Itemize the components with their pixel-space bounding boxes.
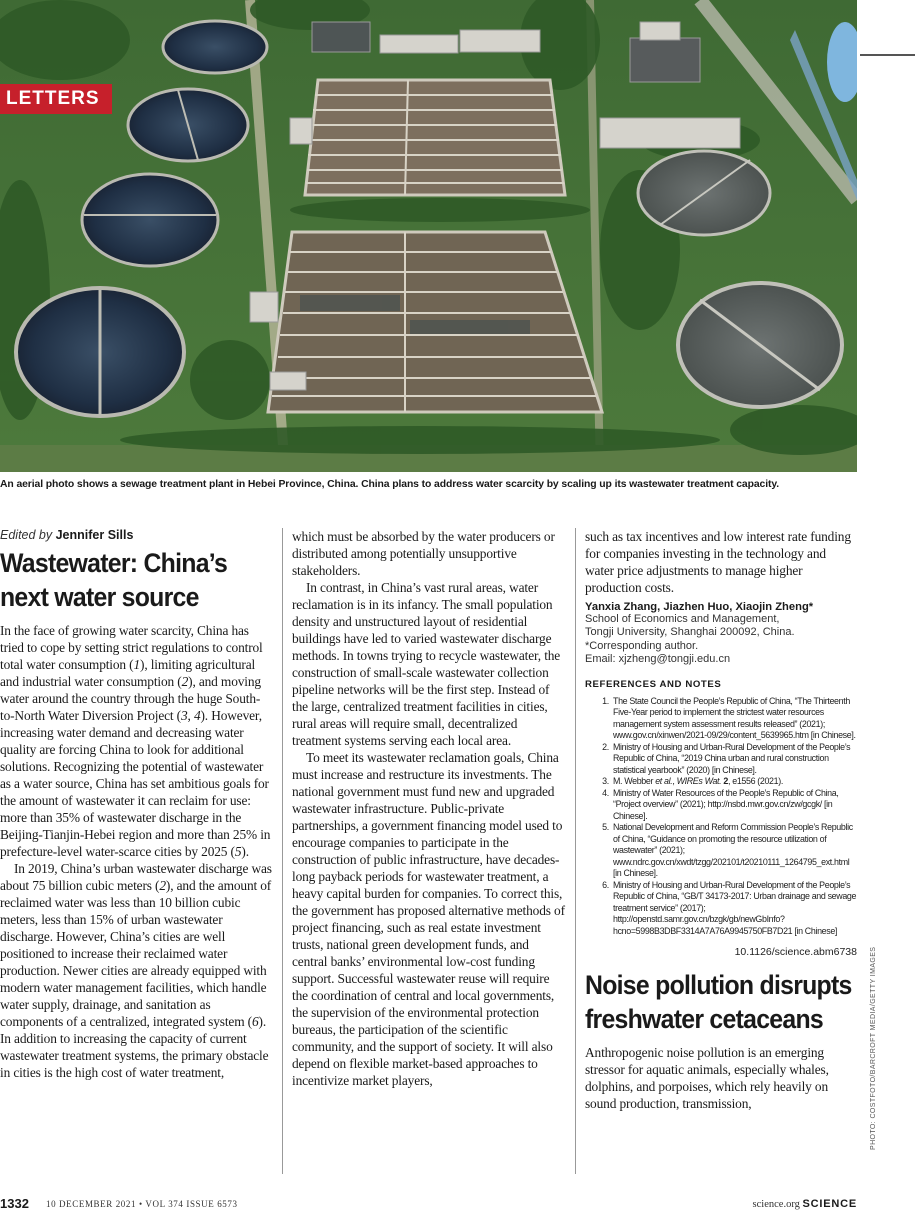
affiliation-line: School of Economics and Management, [585, 613, 780, 625]
letter1-paragraph-1: In the face of growing water scarcity, China has tried to cope by setting strict regulations to control total water consumption (1), limiting agricultural and industrial water consumption (2), and moving water around the country through the huge South-to-North Water Diversion Project (3, 4). However, increasing water demand and decreasing water quality are forcing China to look for additional solutions. Recognizing the potential of wastewater as a water source, China has set ambitious goals for the amount of wastewater it can reclaim for use: more than 35% of wastewater discharge in the Beijing-Tianjin-Hebei region and more than 25% in prefecture-level water-scarce cities by 2025 (5). [0, 623, 271, 859]
journal-site [753, 1198, 857, 1210]
letter1-authors: Yanxia Zhang, Jiazhen Huo, Xiaojin Zheng* [585, 601, 814, 613]
journal-name: SCIENCE [802, 1198, 857, 1210]
letter1-body-part2 [292, 528, 567, 1089]
letter1-paragraph-4-end: such as tax incentives and low interest rate funding for companies investing in the technology and water price adjustments to manage higher production costs. [585, 529, 851, 595]
letter1-headline: Wastewater: China’s next water source [0, 548, 228, 612]
letter1-body-part3 [585, 528, 857, 596]
reference-item: 5. National Development and Reform Commission People’s Republic of China, “Guidance on promoting the resource utilization of wastewater” (2021); www.ndrc.gov.cn/xwdt/tzgg/202101/t20210111_1264795_ext.html [in Chinese]. [611, 822, 857, 880]
letter2-paragraph-1: Anthropogenic noise pollution is an emerging stressor for aquatic animals, especially whales, dolphins, and porpoises, which rely heavily on sound production, transmission, [585, 1045, 829, 1112]
reference-item: 3. M. Webber et al., WIREs Wat. 2, e1556 (2021). [611, 776, 857, 788]
letter2-body [585, 1044, 857, 1112]
section-label: LETTERS [0, 84, 112, 114]
editor-line [0, 528, 272, 542]
column-1 [0, 528, 272, 1081]
letter1-paragraph-4-start: To meet its wastewater reclamation goals, China must increase and restructure its investments. The national government must fund new and upgraded wastewater infrastructure. Public-private partnerships, a government financing model used to encourage companies to participate in the construction of public infrastructure, have decades-long payback periods for wastewater treatment, a heavy capital burden for companies. To correct this, the government has proposed alternative methods of project financing, such as real estate investment trusts, national green development funds, and central banks’ environmental low-cost funding support. Successful wastewater reuse will require the coordination of central and local governments, the supervision of the environmental protection bureaus, the participation of the scientific community, and the support of society. It will also depend on flexible market-based approaches to incentivize market players, [292, 750, 565, 1088]
column-2 [292, 528, 567, 1089]
letter1-affiliation [585, 613, 857, 667]
photo-credit-text: PHOTO: COSTFOTO/BARCROFT MEDIA/GETTY IMAGES [870, 946, 877, 1150]
references-list [585, 696, 857, 938]
letter1-paragraph-3: In contrast, in China’s vast rural areas, water reclamation is in its infancy. The small population density and unstructured layout of residential buildings have led to varied wastewater discharge methods. In towns trying to recycle wastewater, the construction of small-scale wastewater collection pipeline networks will be the first step. Instead of the large, centralized treatment facilities in cities, rural areas will require small, decentralized treatment systems serving each local area. [292, 580, 561, 748]
email-line: Email: xjzheng@tongji.edu.cn [585, 653, 731, 666]
photo-credit [866, 590, 886, 1150]
letter1-doi: 10.1126/science.abm6738 [734, 946, 857, 959]
reference-item: 6. Ministry of Housing and Urban-Rural Development of the People’s Republic of China, “GB/T 34173-2017: Urban drainage and sewage treatment service” (2017); http://openstd.samr.gov.cn/bzgk/gb/newGbInfo?hcno=5998B3DBF3314A7A76A9945750FB7D21 [in Chinese] [611, 880, 857, 938]
reference-item: 4. Ministry of Water Resources of the People’s Republic of China, “Project overview” (2021); http://nsbd.mwr.gov.cn/zw/gcgk/ [in Chinese]. [611, 788, 857, 823]
letter1-body-part1 [0, 622, 272, 1081]
affiliation-line: Tongji University, Shanghai 200092, China. [585, 626, 795, 639]
page-number: 1332 [0, 1196, 29, 1211]
column-divider-2 [575, 528, 576, 1174]
top-rule [860, 54, 915, 56]
letter2-headline: Noise pollution disrupts freshwater cetaceans [585, 970, 852, 1035]
page-footer [0, 1198, 857, 1214]
reference-item: 1. The State Council the People’s Republic of China, “The Thirteenth Five-Year period to implement the strictest water resources management system assessment results released” (2021); www.gov.cn/xinwen/2021-09/29/content_5639965.htm [in Chinese]. [611, 696, 857, 742]
editor-prefix: Edited by [0, 528, 53, 542]
photo-caption: An aerial photo shows a sewage treatment plant in Hebei Province, China. China plans to address water scarcity by scaling up its wastewater treatment capacity. [0, 479, 780, 490]
reference-item: 2. Ministry of Housing and Urban-Rural Development of the People’s Republic of China, “2019 China urban and rural construction statistical yearbook” (2020) [in Chinese]. [611, 742, 857, 777]
issue-info: 10 DECEMBER 2021 • VOL 374 ISSUE 6573 [46, 1199, 238, 1209]
site-url: science.org [752, 1199, 800, 1210]
column-3 [585, 528, 857, 1112]
aerial-photo [0, 0, 857, 472]
editor-name: Jennifer Sills [55, 528, 134, 542]
sewage-plant-image [0, 0, 857, 472]
references-heading: REFERENCES AND NOTES [585, 678, 722, 690]
affiliation-line: *Corresponding author. [585, 639, 699, 652]
letter1-paragraph-2-start: In 2019, China’s urban wastewater discharge was about 75 billion cubic meters (2), and the amount of reclaimed water was less than 10 billion cubic meters, less than 15% of urban wastewater discharge. However, China’s cities are well positioned to increase their reclaimed water production. Newer cities are already equipped with modern water management facilities, which handle water supply, drainage, and sanitation as components of a centralized, integrated system (6). In addition to increasing the capacity of current wastewater treatment systems, the primary obstacle in cities is the high cost of water treatment, [0, 861, 272, 1080]
column-divider-1 [282, 528, 283, 1174]
letter1-paragraph-2-end: which must be absorbed by the water producers or distributed among potentially unsupportive stakeholders. [292, 529, 555, 578]
